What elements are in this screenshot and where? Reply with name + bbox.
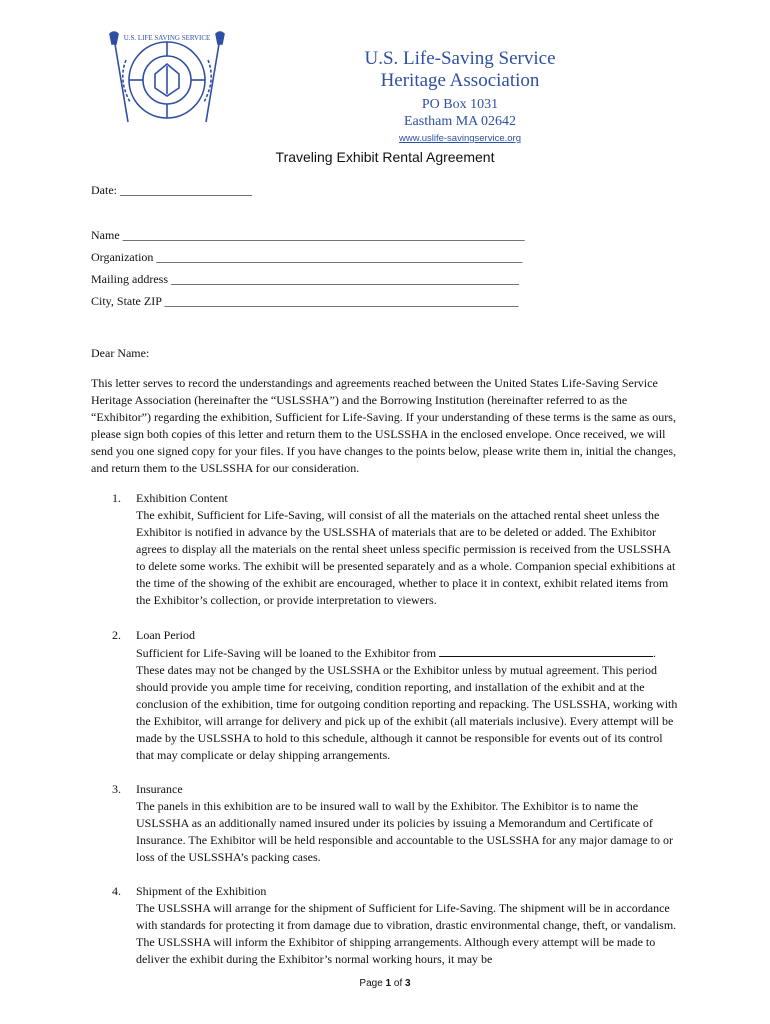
address-line-2: Eastham MA 02642 — [404, 114, 516, 129]
address-line-1: PO Box 1031 — [421, 97, 499, 112]
section-body: The exhibit, Sufficient for Life-Saving, will consist of all the materials on the attached rental sheet unless the Exhibitor is notified in advance by the USLSSHA of materials that are to be deleted or added. The Exhibitor agrees to display all the materials on the rental sheet unless specific permission is received from the USLSSHA to delete some works. The exhibit will be presented separately and as a whole. Companion special exhibitions at the time of the showing of the exhibit are encouraged, whether to place it in context, exhibit related items from the Exhibitor’s collection, or provide interpretation to viewers. — [136, 508, 676, 607]
page-total: 3 — [405, 978, 411, 989]
organization-field[interactable]: Organization _____________________________________________________________ — [91, 250, 523, 264]
section-exhibition-content — [112, 490, 682, 609]
salutation: Dear Name: — [91, 346, 150, 360]
city-state-zip-field[interactable]: City, State ZIP ___________________________________________________________ — [91, 294, 519, 308]
section-heading: Loan Period — [136, 628, 195, 642]
section-body — [136, 644, 682, 764]
uslss-logo — [108, 30, 226, 130]
section-body: The panels in this exhibition are to be insured wall to wall by the Exhibitor. The Exhibitor is to name the USLSSHA as an additionally named insured under its policies by issuing a Memorandum and Certificate of Insurance. The Exhibitor will be held responsible and accountable to the USLSSHA for any major damage to or loss of the USLSSHA’s packing cases. — [136, 799, 673, 864]
of-word: of — [393, 978, 403, 989]
logo-text: U.S. LIFE SAVING SERVICE — [123, 34, 211, 42]
page-current: 1 — [385, 978, 392, 989]
org-header — [360, 48, 560, 144]
name-field[interactable]: Name ___________________________________________________________________ — [91, 228, 525, 242]
section-heading: Exhibition Content — [136, 491, 228, 505]
loan-period-text: These dates may not be changed by the USLSSHA or the Exhibitor unless by mutual agreement. This period should provide you ample time for receiving, condition reporting, and installation of the exhibit and at the conclusion of the exhibition, time for outgoing condition reporting and repacking. The USLSSHA, working with the Exhibitor, will arrange for delivery and pick up of the exhibit (all materials inclusive). Every attempt will be made by the USLSSHA to hold to this schedule, although it cannot be responsible for events out of its control that may complicate or delay shipping arrangements. — [136, 663, 678, 762]
date-field[interactable]: Date: ______________________ — [91, 183, 252, 197]
section-shipment — [112, 883, 682, 968]
mailing-address-field[interactable]: Mailing address __________________________________________________________ — [91, 272, 519, 286]
section-heading: Insurance — [136, 782, 183, 796]
document-title: Traveling Exhibit Rental Agreement — [275, 149, 495, 165]
section-body: The USLSSHA will arrange for the shipment of Sufficient for Life-Saving. The shipment will be in accordance with standards for protecting it from damage due to vibration, drastic environmental change, theft, or vandalism. The USLSSHA will inform the Exhibitor of shipping arrangements. Although every attempt will be made to deliver the exhibit during the Exhibitor’s normal working hours, it may be — [136, 901, 677, 966]
intro-paragraph: This letter serves to record the understandings and agreements reached between the United States Life-Saving Service Heritage Association (hereinafter the “USLSSHA”) and the Borrowing Institution (hereinafter referred to as the “Exhibitor”) regarding the exhibition, Sufficient for Life-Saving. If your understanding of these terms is the same as ours, please sign both copies of this letter and return them to the USLSSHA in the enclosed envelope. Once received, we will send you one signed copy for your files. If you have changes to the points below, please write them in, initial the changes, and return them to the USLSSHA for our consideration. — [91, 376, 677, 475]
org-name-line-1: U.S. Life-Saving Service — [364, 48, 556, 69]
section-heading: Shipment of the Exhibition — [136, 884, 267, 898]
page-footer — [0, 978, 770, 989]
org-name-line-2: Heritage Association — [380, 70, 540, 91]
section-number: 3. — [112, 782, 121, 796]
section-loan-period — [112, 627, 682, 764]
section-insurance — [112, 781, 682, 866]
section-number: 1. — [112, 491, 121, 505]
website-link[interactable]: www.uslife-savingservice.org — [399, 133, 521, 144]
loan-period-lead-end: . — [653, 646, 657, 660]
section-number: 4. — [112, 884, 121, 898]
loan-dates-field[interactable] — [439, 644, 653, 657]
page-word: Page — [359, 978, 383, 989]
section-number: 2. — [112, 628, 121, 642]
loan-period-lead: Sufficient for Life-Saving will be loaned to the Exhibitor from — [136, 646, 437, 660]
